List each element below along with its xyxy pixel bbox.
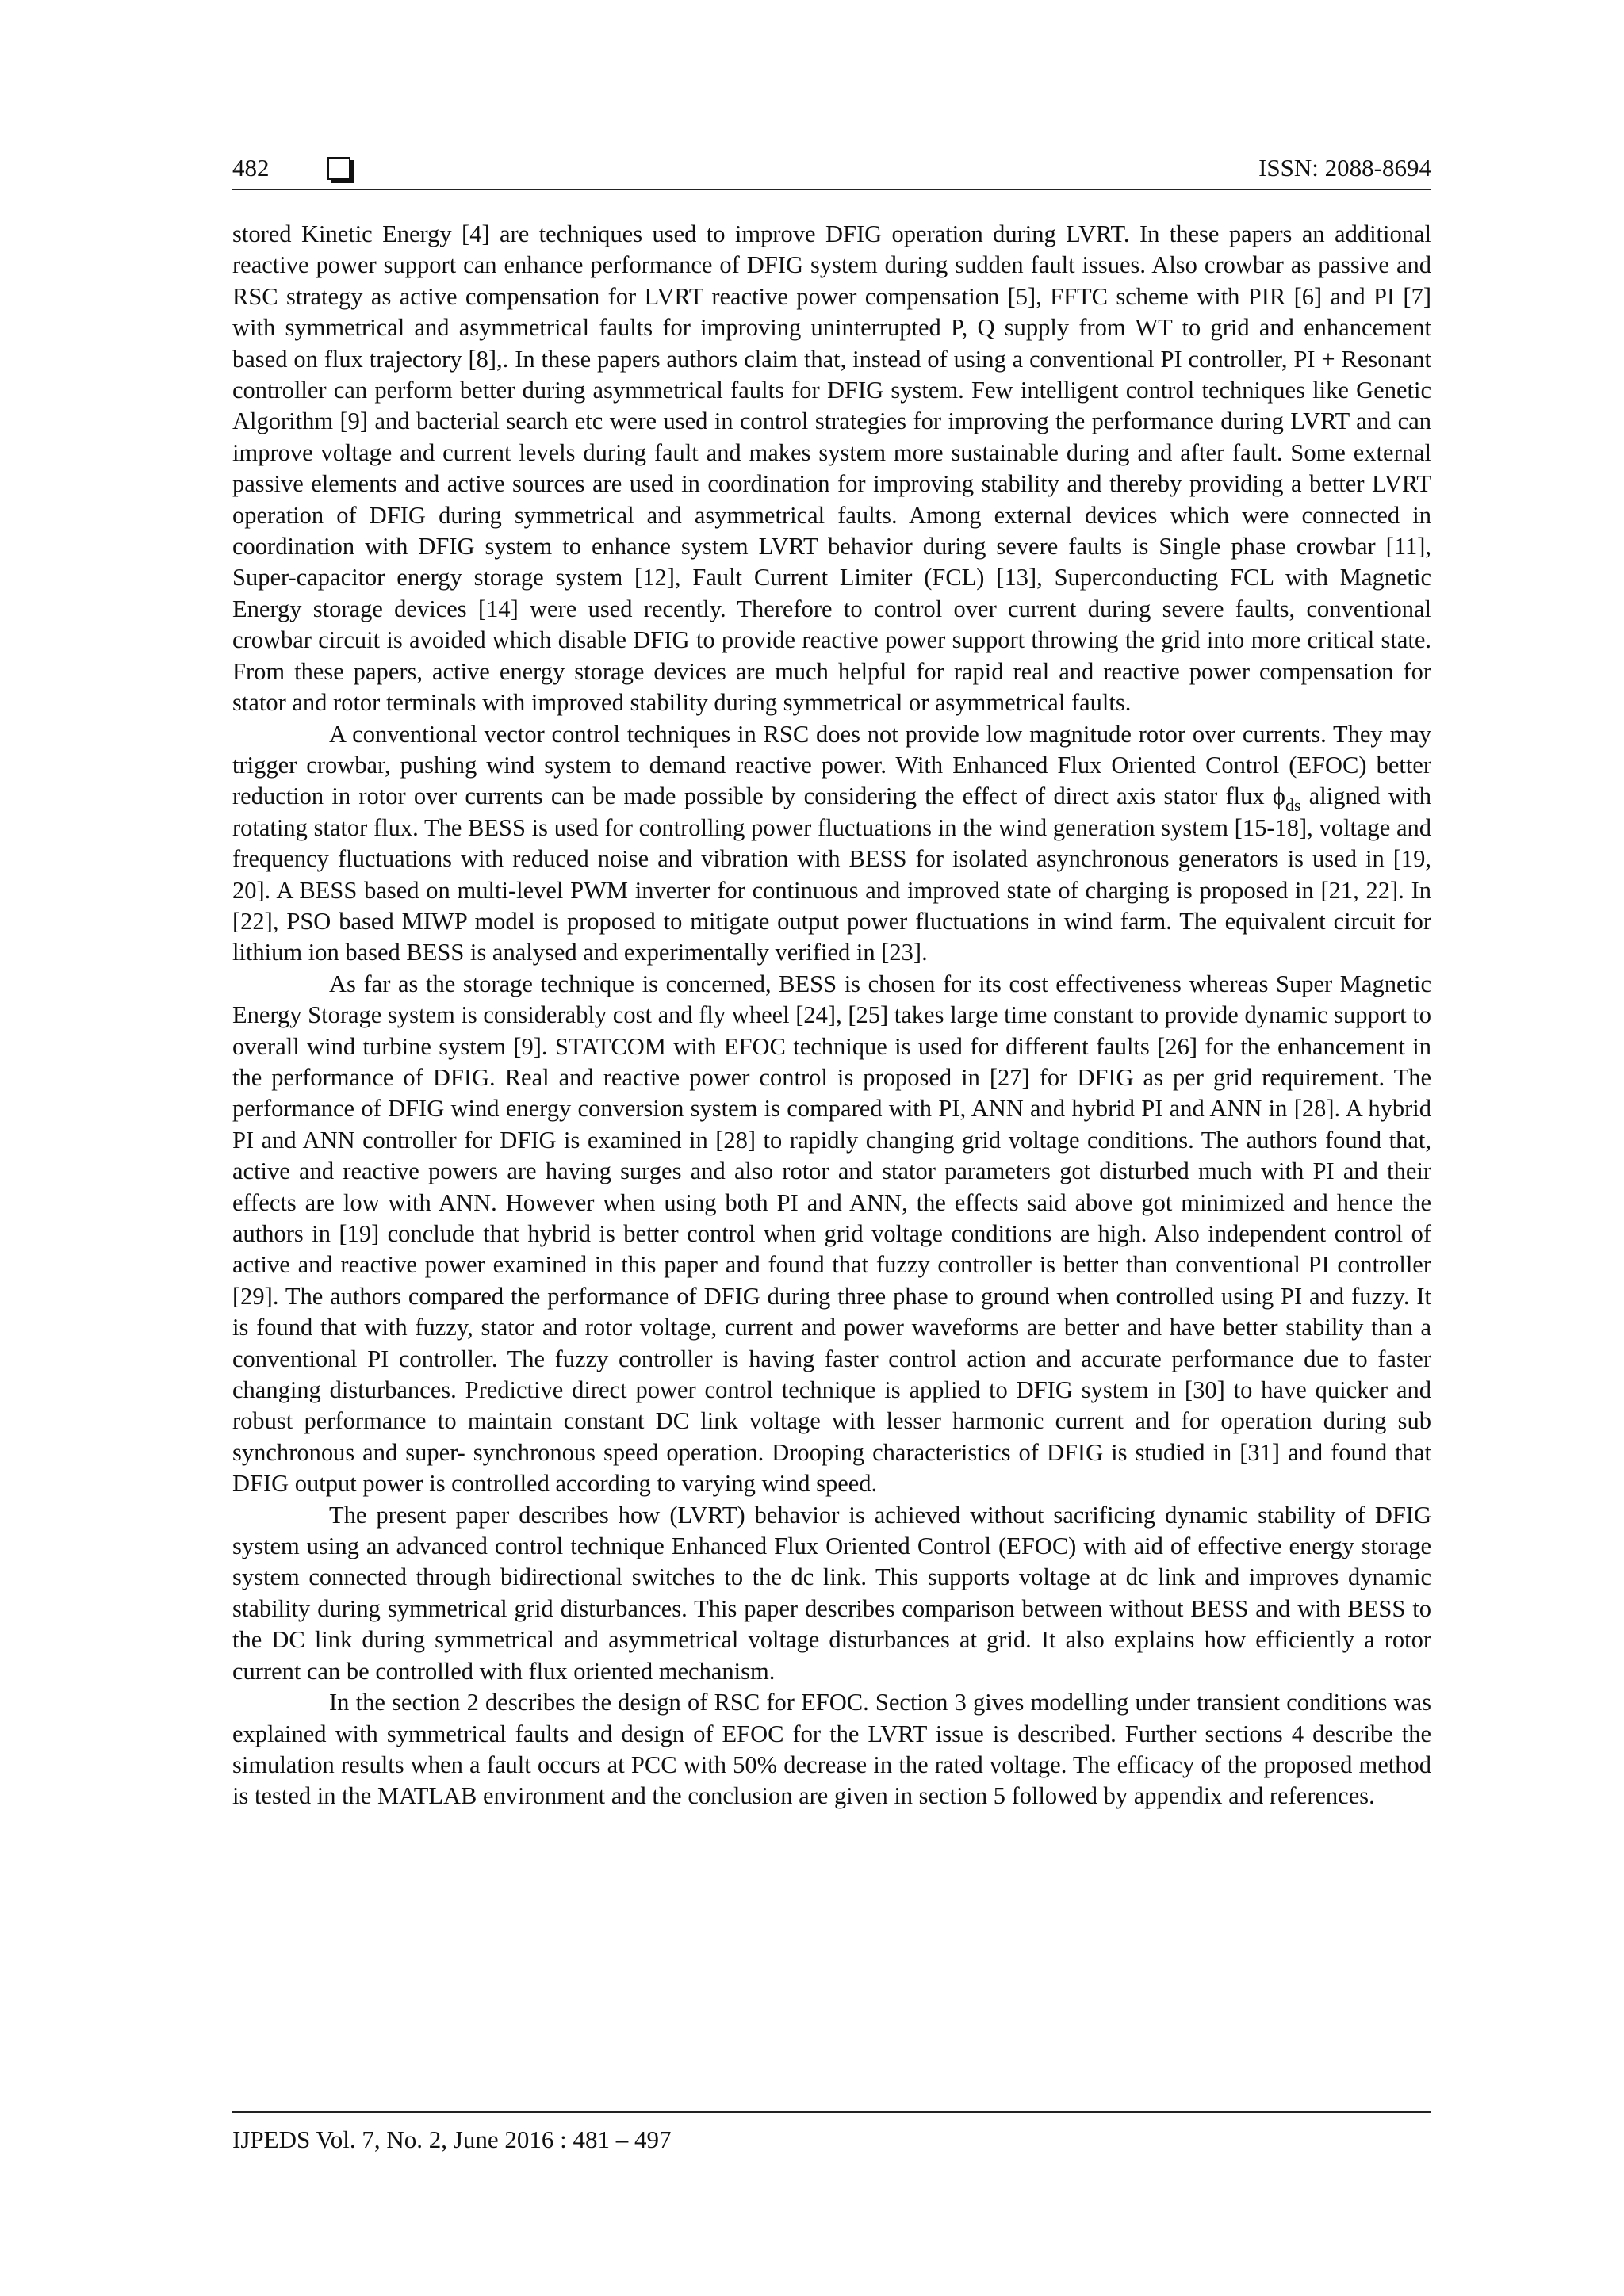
page-header bbox=[232, 152, 1431, 190]
journal-citation: IJPEDS Vol. 7, No. 2, June 2016 : 481 – 497 bbox=[232, 2126, 672, 2153]
paragraph-5: In the section 2 describes the design of RSC for EFOC. Section 3 gives modelling under transient conditions was explained with symmetrical faults and design of EFOC for the LVRT issue is described. Further sections 4 describe the simulation results when a fault occurs at PCC with 50% decrease in the rated voltage. The efficacy of the proposed method is tested in the MATLAB environment and the conclusion are given in section 5 followed by appendix and references. bbox=[232, 1689, 1431, 1810]
page-footer bbox=[232, 2111, 1431, 2153]
paragraph-2 bbox=[232, 719, 1431, 969]
body-text bbox=[232, 219, 1431, 1812]
paragraph-2-text-a: A conventional vector control techniques in RSC does not provide low magnitude rotor over currents. They may trigger crowbar, pushing wind system to demand reactive power. With Enhanced Flux Oriented Control (EFOC) better reduction in rotor over currents can be made possible by considering the effect of direct axis stator flux bbox=[232, 720, 1431, 810]
paragraph-2-text-b: aligned with rotating stator flux. The BESS is used for controlling power fluctuations in the wind generation system [15-18], voltage and frequency fluctuations with reduced noise and vibration with BESS for isolated asynchronous generators is used in [19, 20]. A BESS based on multi-level PWM inverter for continuous and improved state of charging is proposed in [21, 22]. In [22], PSO based MIWP model is proposed to mitigate output power fluctuations in wind farm. The equivalent circuit for lithium ion based BESS is analysed and experimentally verified in [23]. bbox=[232, 783, 1431, 966]
page-number: 482 bbox=[232, 154, 270, 182]
issn-label: ISSN: 2088-8694 bbox=[1258, 154, 1431, 182]
paragraph-3: As far as the storage technique is concerned, BESS is chosen for its cost effectiveness whereas Super Magnetic Energy Storage system is considerably cost and fly wheel [24], [25] takes large time constant to provide dynamic support to overall wind turbine system [9]. STATCOM with EFOC technique is used for different faults [26] for the enhancement in the performance of DFIG. Real and reactive power control is proposed in [27] for DFIG as per grid requirement. The performance of DFIG wind energy conversion system is compared with PI, ANN and hybrid PI and ANN in [28]. A hybrid PI and ANN controller for DFIG is examined in [28] to rapidly changing grid voltage conditions. The authors found that, active and reactive powers are having surges and also rotor and stator parameters got disturbed much with PI and their effects are low with ANN. However when using both PI and ANN, the effects said above got minimized and hence the authors in [19] conclude that hybrid is better control when grid voltage conditions are high. Also independent control of active and reactive power examined in this paper and found that fuzzy controller is better than conventional PI controller [29]. The authors compared the performance of DFIG during three phase to ground when controlled using PI and fuzzy. It is found that with fuzzy, stator and rotor voltage, current and power waveforms are better and have better stability than a conventional PI controller. The fuzzy controller is having faster control action and accurate performance due to faster changing disturbances. Predictive direct power control technique is applied to DFIG system in [30] to have quicker and robust performance to maintain constant DC link voltage with lesser harmonic current and for operation during sub synchronous and super- synchronous speed operation. Drooping characteristics of DFIG is studied in [31] and found that DFIG output power is controlled according to varying wind speed. bbox=[232, 970, 1431, 1498]
paragraph-1: stored Kinetic Energy [4] are techniques used to improve DFIG operation during LVRT. In these papers an additional reactive power support can enhance performance of DFIG system during sudden fault issues. Also crowbar as passive and RSC strategy as active compensation for LVRT reactive power compensation [5], FFTC scheme with PIR [6] and PI [7] with symmetrical and asymmetrical faults for improving uninterrupted P, Q supply from WT to grid and enhancement based on flux trajectory [8],. In these papers authors claim that, instead of using a conventional PI controller, PI + Resonant controller can perform better during asymmetrical faults for DFIG system. Few intelligent control techniques like Genetic Algorithm [9] and bacterial search etc were used in control strategies for improving the performance during LVRT and can improve voltage and current levels during fault and makes system more sustainable during and after fault. Some external passive elements and active sources are used in coordination for improving stability and thereby providing a better LVRT operation of DFIG during symmetrical and asymmetrical faults. Among external devices which were connected in coordination with DFIG system to enhance system LVRT behavior during severe faults is Single phase crowbar [11], Super-capacitor energy storage system [12], Fault Current Limiter (FCL) [13], Superconducting FCL with Magnetic Energy storage devices [14] were used recently. Therefore to control over current during severe faults, conventional crowbar circuit is avoided which disable DFIG to provide reactive power support throwing the grid into more critical state. From these papers, active energy storage devices are much helpful for rapid real and reactive power compensation for stator and rotor terminals with improved stability during symmetrical or asymmetrical faults. bbox=[232, 220, 1431, 717]
phi-subscript: ds bbox=[1285, 795, 1301, 816]
checkbox-square-icon bbox=[327, 157, 350, 180]
paragraph-4: The present paper describes how (LVRT) behavior is achieved without sacrificing dynamic stability of DFIG system using an advanced control technique Enhanced Flux Oriented Control (EFOC) with aid of effective energy storage system connected through bidirectional switches to the dc link. This supports voltage at dc link and improves dynamic stability during symmetrical grid disturbances. This paper describes comparison between without BESS and with BESS to the DC link during symmetrical and asymmetrical voltage disturbances at grid. It also explains how efficiently a rotor current can be controlled with flux oriented mechanism. bbox=[232, 1501, 1431, 1685]
phi-symbol: ϕ bbox=[1272, 783, 1285, 810]
